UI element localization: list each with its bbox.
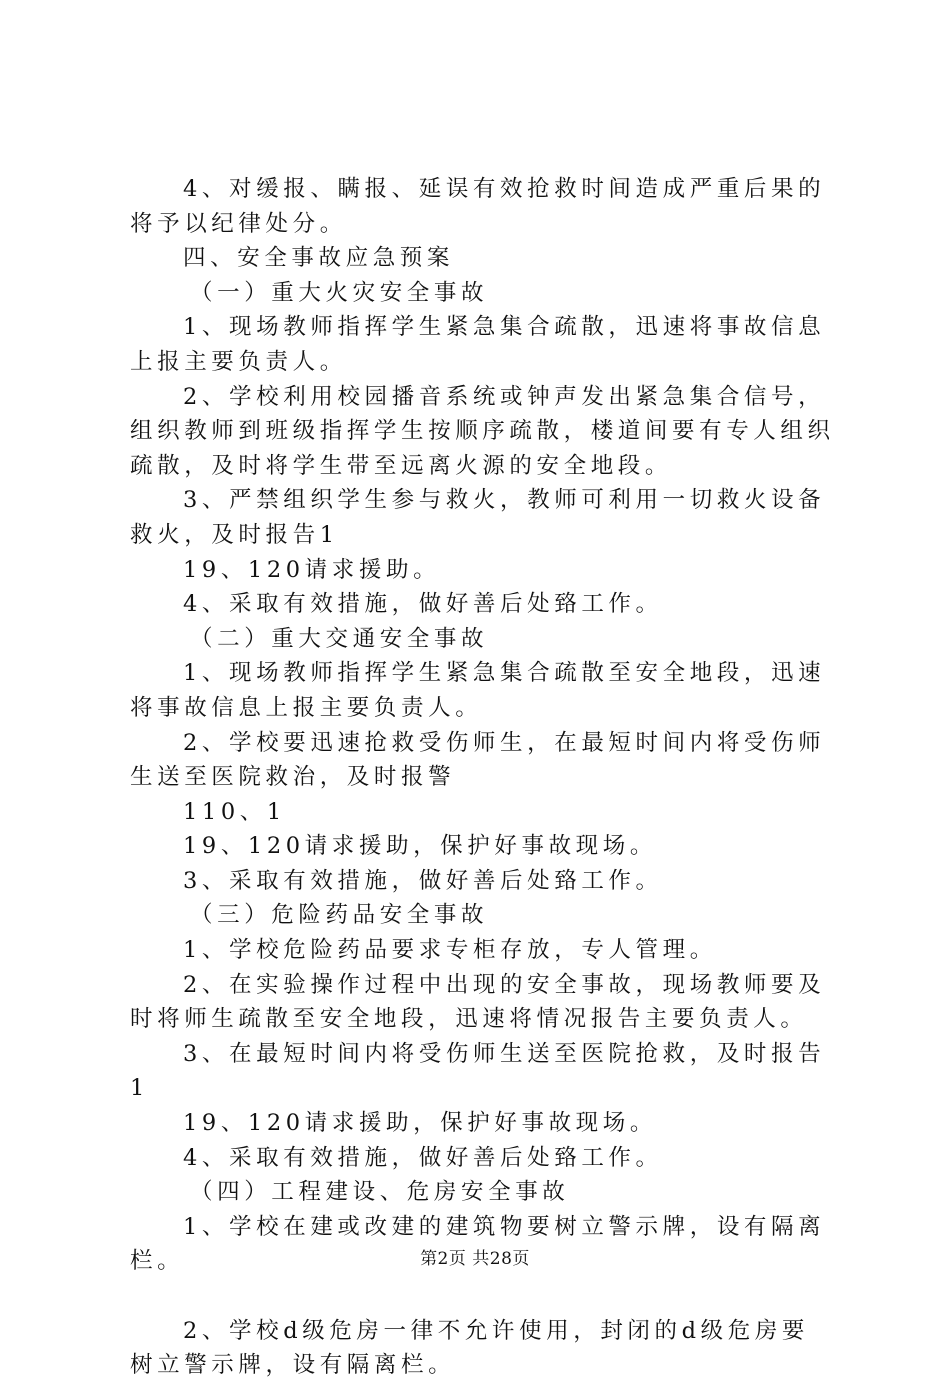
subsection-heading: （一）重大火灾安全事故 (190, 279, 489, 306)
paragraph: 110、1 (183, 798, 286, 825)
paragraph: 2、学校d级危房一律不允许使用，封闭的d级危房要树立警示牌，设有隔离栏。 (130, 1317, 810, 1379)
paragraph: 19、120请求援助，保护好事故现场。 (183, 1110, 657, 1137)
paragraph: 2、在实验操作过程中出现的安全事故，现场教师要及时将师生疏散至安全地段，迅速将情况报告主要负责人。 (130, 971, 826, 1033)
subsection-heading: （三）危险药品安全事故 (190, 902, 489, 929)
subsection-heading: （二）重大交通安全事故 (190, 625, 489, 652)
paragraph: 1、现场教师指挥学生紧急集合疏散，迅速将事故信息上报主要负责人。 (130, 314, 826, 375)
subsection-heading: （四）工程建设、危房安全事故 (190, 1179, 570, 1206)
paragraph: 1、学校在建或改建的建筑物要树立警示牌，设有隔离栏。 (130, 1213, 826, 1275)
document-body (130, 172, 835, 1383)
paragraph: 4、采取有效措施，做好善后处臵工作。 (183, 591, 663, 618)
blank-line (130, 1279, 835, 1314)
paragraph: 3、采取有效措施，做好善后处臵工作。 (183, 867, 663, 894)
section-heading: 四、安全事故应急预案 (183, 245, 455, 272)
page-number-footer: 第2页 共28页 (420, 1249, 530, 1269)
paragraph: 3、严禁组织学生参与救火，教师可利用一切救火设备救火，及时报告1 (130, 487, 826, 548)
paragraph: 4、采取有效措施，做好善后处臵工作。 (183, 1144, 663, 1171)
paragraph: 1、学校危险药品要求专柜存放，专人管理。 (183, 937, 717, 964)
paragraph: 1、现场教师指挥学生紧急集合疏散至安全地段，迅速将事故信息上报主要负责人。 (130, 660, 826, 721)
paragraph: 2、学校要迅速抢救受伤师生，在最短时间内将受伤师生送至医院救治，及时报警 (130, 729, 826, 791)
paragraph: 19、120请求援助，保护好事故现场。 (183, 833, 657, 860)
paragraph: 19、120请求援助。 (183, 556, 441, 583)
paragraph: 3、在最短时间内将受伤师生送至医院抢救，及时报告1 (130, 1040, 826, 1102)
paragraph: 4、对缓报、瞒报、延误有效抢救时间造成严重后果的将予以纪律处分。 (130, 176, 826, 237)
paragraph: 2、学校利用校园播音系统或钟声发出紧急集合信号，组织教师到班级指挥学生按顺序疏散，楼道间要有专人组织疏散，及时将学生带至远离火源的安全地段。 (130, 383, 835, 479)
